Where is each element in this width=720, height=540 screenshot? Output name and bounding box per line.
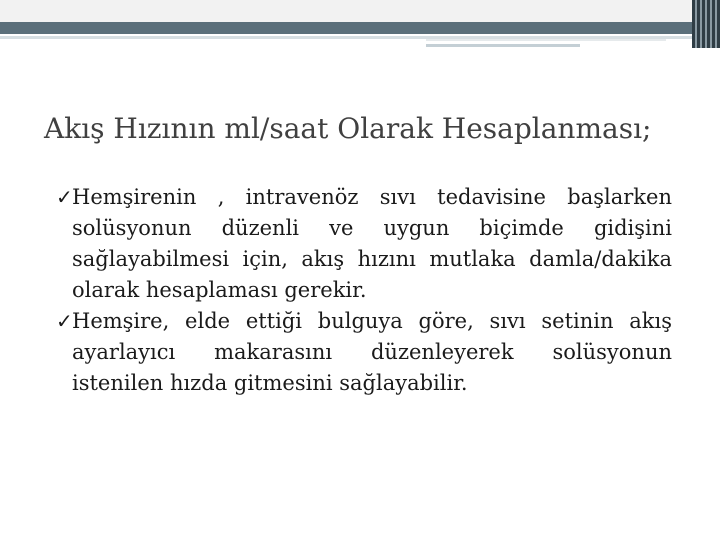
header-background [0, 0, 720, 22]
bullet-item-2 [56, 306, 672, 399]
bullet-item-1 [56, 182, 672, 306]
bullet-text-1: Hemşirenin , intravenöz sıvı tedavisine başlarken solüsyonun düzenli ve uygun biçimde gidişini sağlayabilmesi için, akış hızını mutlaka damla/dakika olarak hesaplaması gerekir. [72, 185, 672, 302]
check-icon: ✓ [56, 185, 73, 209]
corner-stripes-decoration [692, 0, 720, 48]
bullet-text-2: Hemşire, elde ettiği bulguya göre, sıvı setinin akış ayarlayıcı makarasını düzenleyerek solüsyonun istenilen hızda gitmesini sağlayabilir. [72, 309, 672, 395]
header-accent-line [426, 39, 666, 41]
check-icon: ✓ [56, 309, 73, 333]
bullet-list [56, 182, 672, 399]
slide-title: Akış Hızının ml/saat Olarak Hesaplanması; [44, 112, 652, 145]
header-accent-line-short [426, 44, 580, 47]
header-bar [0, 22, 720, 34]
